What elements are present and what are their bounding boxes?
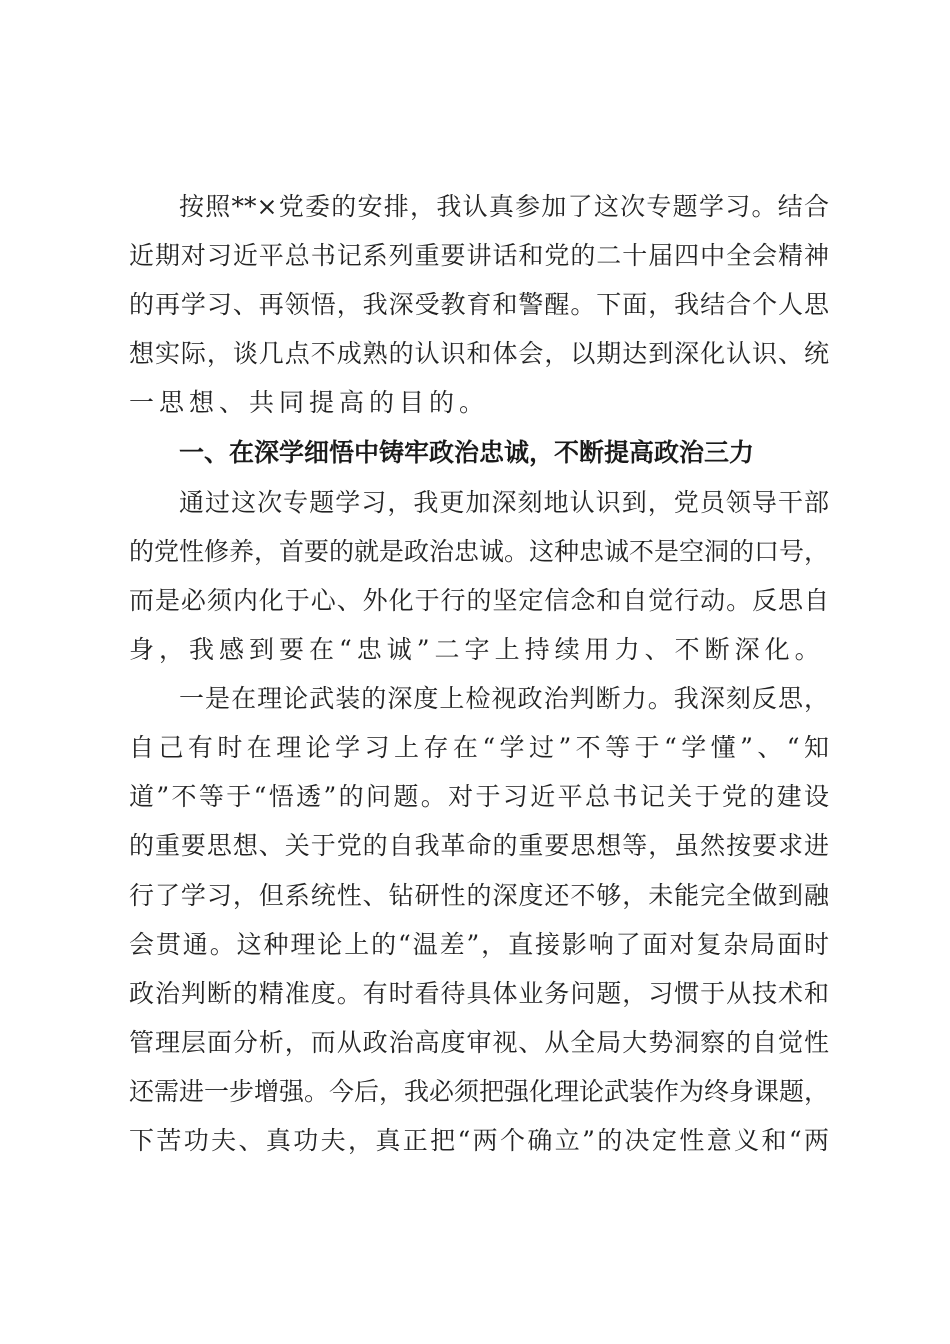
paragraph-line: 政治判断的精准度。有时看待具体业务问题，习惯于从技术和	[129, 979, 829, 1008]
paragraph-line: 还需进一步增强。今后，我必须把强化理论武装作为终身课题，	[129, 1077, 830, 1106]
paragraph-line: 按照**×党委的安排，我认真参加了这次专题学习。结合	[179, 192, 829, 221]
paragraph-line: 行了学习，但系统性、钻研性的深度还不够，未能完全做到融	[129, 881, 829, 910]
paragraph-line: 会贯通。这种理论上的“温差”，直接影响了面对复杂局面时	[129, 930, 829, 959]
paragraph-line: 近期对习近平总书记系列重要讲话和党的二十届四中全会精神	[129, 241, 829, 270]
paragraph-line: 自己有时在理论学习上存在“学过”不等于“学懂”、“知	[129, 733, 829, 762]
paragraph-line: 想实际，谈几点不成熟的认识和体会，以期达到深化认识、统	[129, 339, 829, 368]
section-heading: 一、在深学细悟中铸牢政治忠诚，不断提高政治三力	[179, 438, 755, 467]
paragraph-line: 身，我感到要在“忠诚”二字上持续用力、不断深化。	[129, 635, 825, 664]
paragraph-line: 的再学习、再领悟，我深受教育和警醒。下面，我结合个人思	[129, 290, 829, 319]
paragraph-line: 道”不等于“悟透”的问题。对于习近平总书记关于党的建设	[129, 782, 829, 811]
paragraph-line: 下苦功夫、真功夫，真正把“两个确立”的决定性意义和“两	[129, 1126, 829, 1155]
paragraph-line: 一是在理论武装的深度上检视政治判断力。我深刻反思，	[179, 684, 829, 713]
paragraph-line: 管理层面分析，而从政治高度审视、从全局大势洞察的自觉性	[129, 1028, 829, 1057]
paragraph-line: 通过这次专题学习，我更加深刻地认识到，党员领导干部	[179, 488, 829, 517]
paragraph-line: 一思想、共同提高的目的。	[129, 388, 490, 417]
paragraph-line: 的党性修养，首要的就是政治忠诚。这种忠诚不是空洞的口号，	[129, 537, 830, 566]
paragraph-line: 而是必须内化于心、外化于行的坚定信念和自觉行动。反思自	[129, 586, 829, 615]
paragraph-line: 的重要思想、关于党的自我革命的重要思想等，虽然按要求进	[129, 831, 829, 860]
